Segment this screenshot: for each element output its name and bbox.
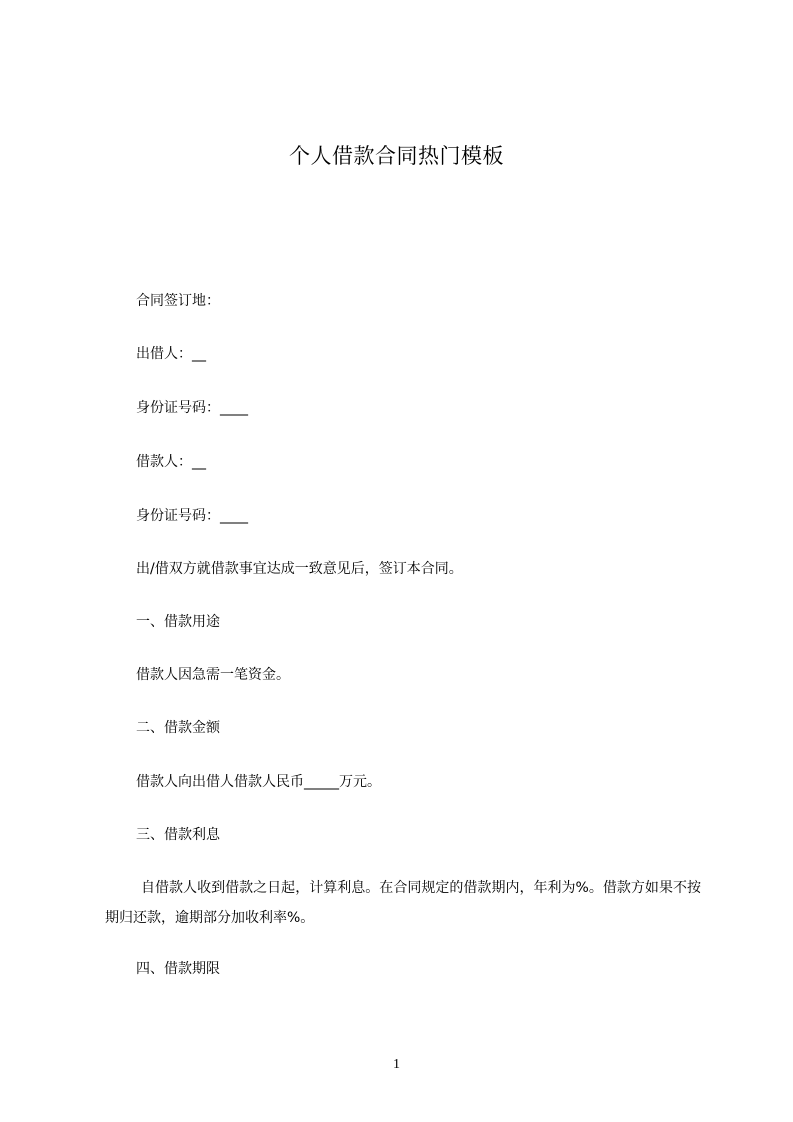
contract-signing-place: 合同签订地： <box>136 293 220 309</box>
lender-field: 出借人：__ <box>136 346 206 362</box>
lender-id-number-field: 身份证号码：____ <box>136 400 248 416</box>
page-number: 1 <box>393 1057 400 1072</box>
purpose-text: 借款人因急需一笔资金。 <box>136 667 290 683</box>
document-title: 个人借款合同热门模板 <box>289 144 504 168</box>
interest-paragraph: 自借款人收到借款之日起，计算利息。在合同规定的借款期内，年利为%。借款方如果不按期归还款，逾期部分加收利率%。 <box>105 880 701 926</box>
borrower-id-number-field: 身份证号码：____ <box>136 508 248 524</box>
borrower-field: 借款人：__ <box>136 454 206 470</box>
section-heading-term: 四、借款期限 <box>136 961 220 977</box>
agreement-statement: 出/借双方就借款事宜达成一致意见后，签订本合同。 <box>136 561 463 577</box>
section-heading-interest: 三、借款利息 <box>136 827 220 843</box>
section-heading-purpose: 一、借款用途 <box>136 614 220 630</box>
section-heading-amount: 二、借款金额 <box>136 720 220 736</box>
amount-text: 借款人向出借人借款人民币_____万元。 <box>136 774 381 790</box>
